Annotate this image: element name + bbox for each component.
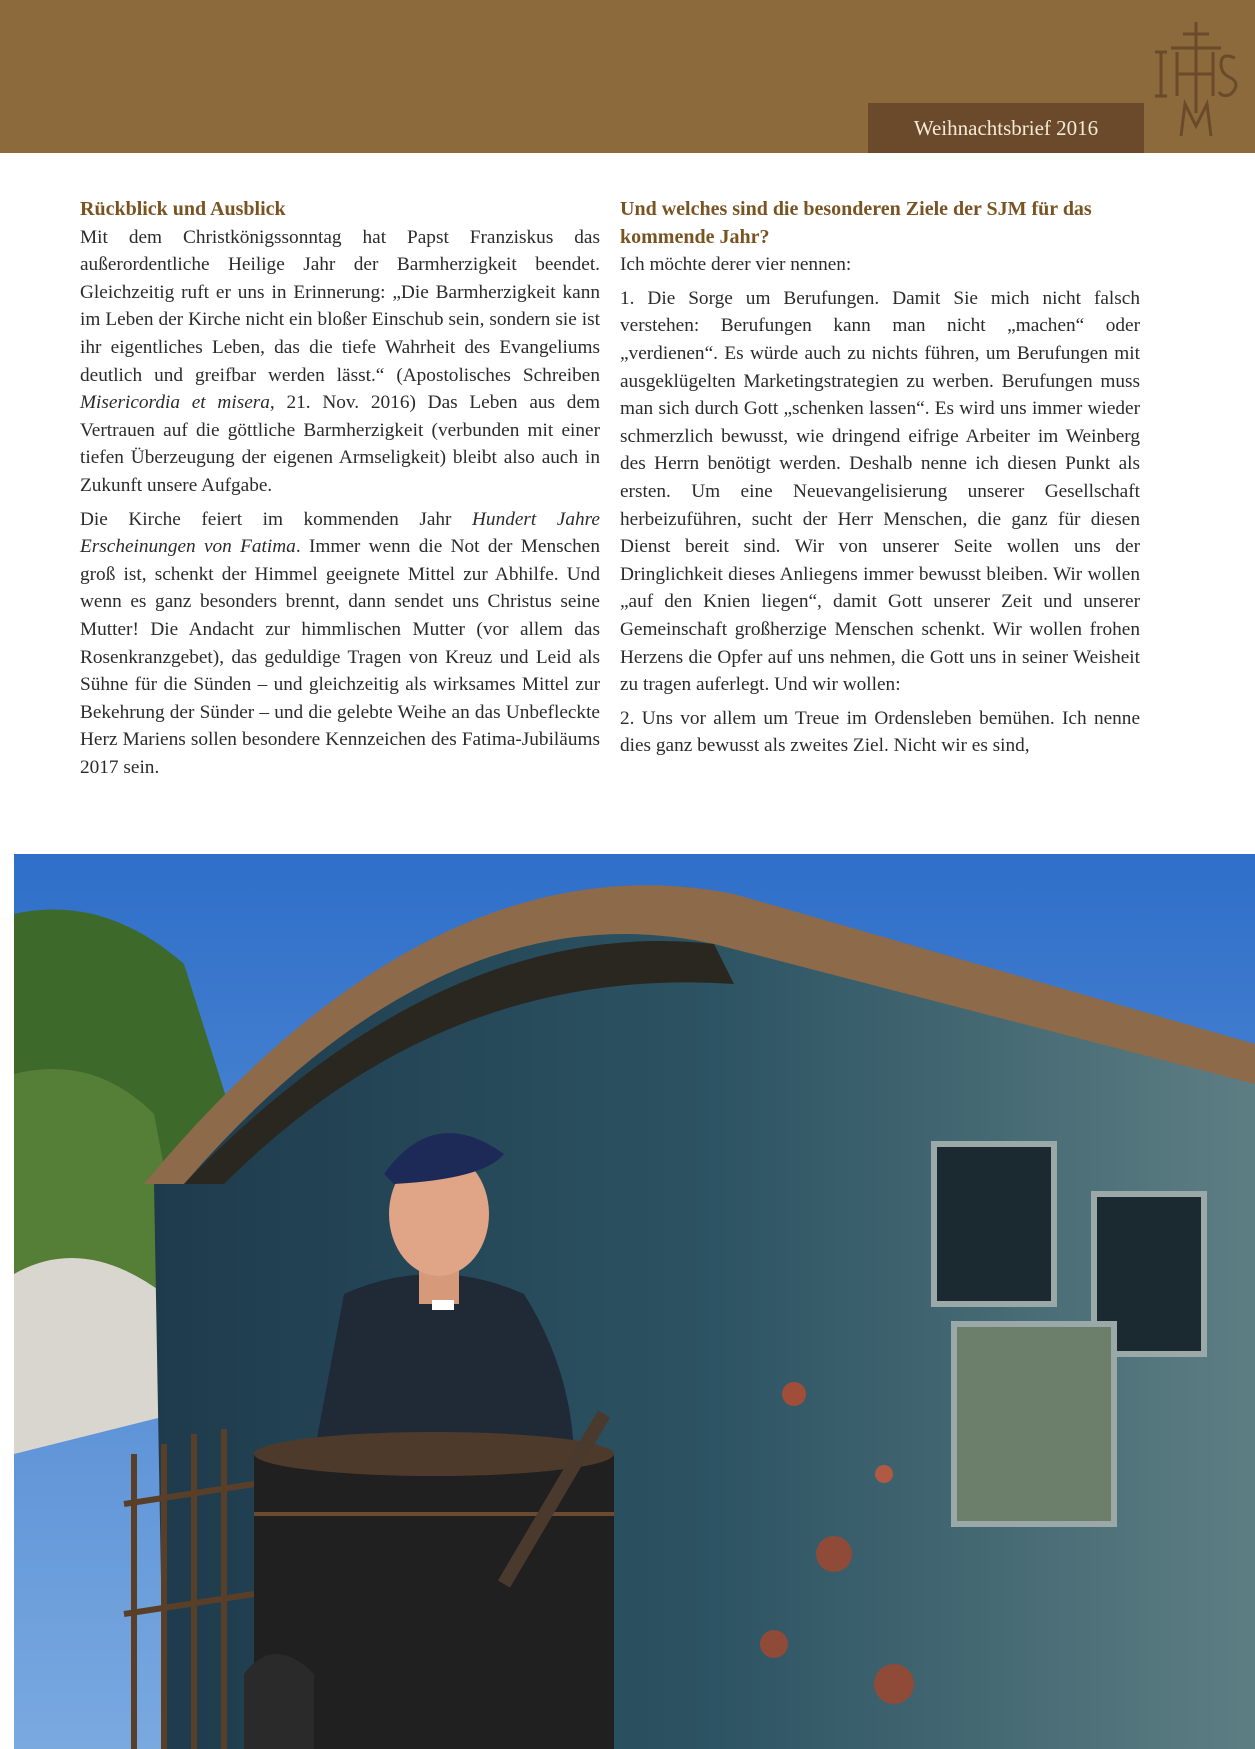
left-column — [80, 196, 600, 787]
photo-illustration — [14, 854, 1255, 1749]
text-run: , 21. Nov. 2016) Das Leben aus dem Vertrauen auf die göttliche Barmherzigkeit (verbunden mit einer tiefen Überzeugung der eigenen Armseligkeit) bleibt also auch in Zukunft unsere Aufgabe. — [80, 392, 600, 496]
paragraph — [80, 224, 600, 500]
text-run: Die Kirche feiert im kommenden Jahr — [80, 508, 472, 530]
italic-title: Hundert Jahre Erscheinungen von Fatima — [80, 508, 600, 558]
right-column — [620, 196, 1140, 766]
section-heading-ziele: Und welches sind die besonderen Ziele der SJM für das kommende Jahr? — [620, 198, 1092, 248]
text-run: . Immer wenn die Not der Menschen groß ist, schenkt der Himmel geeignete Mittel zur Abhilfe. Und wenn es ganz besonders brennt, dann sendet uns Christus seine Mutter! Die Andacht zur himmlischen Mutter (vor allem das Rosenkranzgebet), das geduldige Tragen von Kreuz und Leid als Sühne für die Sünden – und gleichzeitig als wirksames Mittel zur Bekehrung der Sünder – und die gelebte Weihe an das Unbefleckte Herz Mariens sollen besondere Kennzeichen des Fatima-Jubiläums 2017 sein. — [80, 536, 600, 778]
ihs-logo — [1151, 18, 1241, 138]
header-bar — [0, 0, 1255, 153]
text-run: Mit dem Christkönigssonntag hat Papst Franziskus das außerordentliche Heilige Jahr der Barmherzigkeit beendet. Gleichzeitig ruft er uns in Erinnerung: „Die Barmherzigkeit kann im Leben der Kirche nicht ein bloßer Einschub sein, sondern sie ist ihr eigentliches Leben, das die tiefe Wahrheit des Evangeliums deutlich und greifbar werden lässt.“ (Apostolisches Schreiben — [80, 226, 600, 386]
photo-priest-at-rail-car — [14, 854, 1255, 1749]
section-heading-rueckblick: Rückblick und Ausblick — [80, 198, 286, 220]
paragraph: 2. Uns vor allem um Treue im Ordensleben bemühen. Ich nenne dies ganz bewusst als zweites Ziel. Nicht wir es sind, — [620, 707, 1140, 757]
paragraph — [80, 506, 600, 782]
paragraph: Ich möchte derer vier nennen: — [620, 254, 852, 276]
italic-title: Misericordia et misera — [80, 392, 270, 414]
issue-label: Weihnachtsbrief 2016 — [868, 103, 1144, 153]
paragraph: 1. Die Sorge um Berufungen. Damit Sie mich nicht falsch verstehen: Berufungen kann man nicht „machen“ oder „verdienen“. Es würde auch zu nichts führen, um Berufungen mit ausgeklügelten Marketingstrategien zu werben. Berufungen muss man sich durch Gott „schenken lassen“. Es wird uns immer wieder schmerzlich bewusst, wie dringend eifrige Arbeiter im Weinberg des Herrn benötigt werden. Deshalb nenne ich diesen Punkt als ersten. Um eine Neuevangelisierung unserer Gesellschaft herbeizuführen, sucht der Herr Menschen, die ganz für diesen Dienst bereit sind. Wir von unserer Seite wollen uns der Dringlichkeit dieses Anliegens immer bewusst bleiben. Wir wollen „auf den Knien liegen“, damit Gott unserer Zeit und unserer Gemeinschaft großherzige Menschen schenkt. Wir wollen frohen Herzens die Opfer auf uns nehmen, die Gott uns in seiner Weisheit zu tragen auferlegt. Und wir wollen: — [620, 287, 1140, 696]
